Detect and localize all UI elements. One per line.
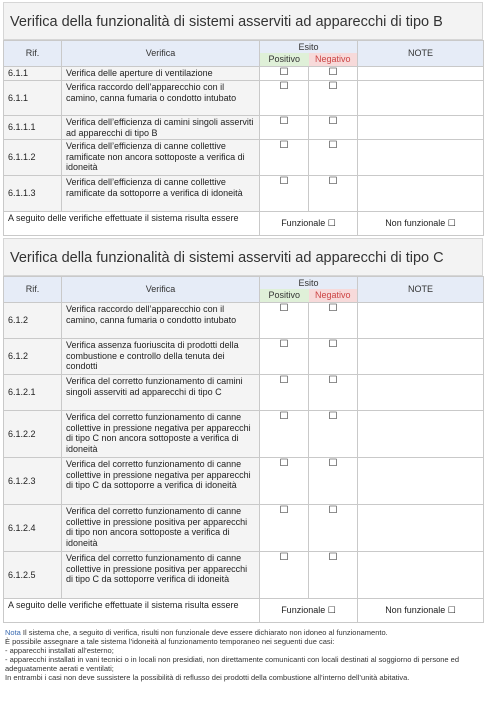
funzionale-label: Funzionale	[281, 605, 326, 616]
table-row	[4, 140, 484, 176]
section-b-title: Verifica della funzionalità di sistemi asserviti ad apparecchi di tipo B	[3, 2, 483, 40]
positivo-checkbox[interactable]: ☐	[260, 505, 309, 552]
positivo-checkbox[interactable]: ☐	[260, 411, 309, 458]
row-description: Verifica dell’efficienza di camini singoli asserviti ad apparecchi di tipo B	[62, 116, 260, 140]
header-note: NOTE	[358, 41, 484, 67]
row-ref: 6.1.1.3	[4, 176, 62, 212]
non-funzionale-option[interactable]	[358, 212, 484, 236]
non-funzionale-label: Non funzionale	[385, 218, 446, 229]
conclusion-row	[4, 599, 484, 623]
positivo-checkbox[interactable]: ☐	[260, 116, 309, 140]
note-cell[interactable]	[358, 411, 484, 458]
note-cell[interactable]	[358, 303, 484, 339]
positivo-checkbox[interactable]: ☐	[260, 375, 309, 411]
table-row	[4, 552, 484, 599]
row-ref: 6.1.1.1	[4, 116, 62, 140]
note-cell[interactable]	[358, 176, 484, 212]
header-negativo: Negativo	[309, 53, 358, 66]
negativo-checkbox[interactable]: ☐	[309, 176, 358, 212]
table-row	[4, 116, 484, 140]
section-c-table	[3, 276, 484, 623]
negativo-checkbox[interactable]: ☐	[309, 411, 358, 458]
funzionale-option[interactable]	[260, 599, 358, 623]
row-description: Verifica raccordo dell’apparecchio con il camino, canna fumaria o condotto intubato	[62, 303, 260, 339]
page	[3, 2, 483, 682]
table-row	[4, 67, 484, 81]
funzionale-option[interactable]	[260, 212, 358, 236]
header-rif: Rif.	[4, 277, 62, 303]
table-row	[4, 458, 484, 505]
table-row	[4, 375, 484, 411]
row-description: Verifica del corretto funzionamento di camini singoli asserviti ad apparecchi di tipo C	[62, 375, 260, 411]
header-positivo: Positivo	[260, 53, 309, 66]
header-positivo: Positivo	[260, 289, 309, 302]
positivo-checkbox[interactable]: ☐	[260, 458, 309, 505]
row-ref: 6.1.2	[4, 303, 62, 339]
header-rif: Rif.	[4, 41, 62, 67]
non-funzionale-label: Non funzionale	[385, 605, 446, 616]
row-ref: 6.1.2.5	[4, 552, 62, 599]
row-ref: 6.1.2	[4, 339, 62, 375]
note-cell[interactable]	[358, 81, 484, 116]
row-description: Verifica dell’efficienza di canne collettive ramificate da sottoporre a verifica di idoneità	[62, 176, 260, 212]
positivo-checkbox[interactable]: ☐	[260, 81, 309, 116]
non-funzionale-checkbox[interactable]: ☐	[447, 605, 456, 616]
footnote-label: Nota	[5, 628, 21, 637]
conclusion-text: A seguito delle verifiche effettuate il sistema risulta essere	[4, 212, 260, 236]
negativo-checkbox[interactable]: ☐	[309, 505, 358, 552]
section-b-table	[3, 40, 484, 236]
negativo-checkbox[interactable]: ☐	[309, 140, 358, 176]
footnote-line: - apparecchi installati in vani tecnici o in locali non presidiati, non direttamente comunicanti con locali destinati al soggiorno di persone ed adeguatamente aerati e ventilati;	[5, 655, 460, 673]
negativo-checkbox[interactable]: ☐	[309, 552, 358, 599]
funzionale-checkbox[interactable]: ☐	[327, 218, 336, 229]
row-description: Verifica assenza fuoriuscita di prodotti della combustione e controllo della tenuta dei condotti	[62, 339, 260, 375]
table-row	[4, 176, 484, 212]
note-cell[interactable]	[358, 505, 484, 552]
row-ref: 6.1.2.2	[4, 411, 62, 458]
footnote-line: Il sistema che, a seguito di verifica, risulti non funzionale deve essere dichiarato non idoneo al funzionamento.	[20, 628, 388, 637]
footnote-line: È possibile assegnare a tale sistema l’idoneità al funzionamento temporaneo nei seguenti due casi:	[5, 637, 335, 646]
row-ref: 6.1.2.3	[4, 458, 62, 505]
row-description: Verifica del corretto funzionamento di canne collettive in pressione negativa per apparecchi di tipo C da sottoporre a verifica di idoneità	[62, 458, 260, 505]
footnote	[3, 628, 483, 682]
negativo-checkbox[interactable]: ☐	[309, 458, 358, 505]
row-description: Verifica del corretto funzionamento di canne collettive in pressione negativa per apparecchi di tipo C non ancora sottoposte a verifica di idoneità	[62, 411, 260, 458]
note-cell[interactable]	[358, 339, 484, 375]
row-description: Verifica raccordo dell’apparecchio con il camino, canna fumaria o condotto intubato	[62, 81, 260, 116]
positivo-checkbox[interactable]: ☐	[260, 552, 309, 599]
non-funzionale-checkbox[interactable]: ☐	[447, 218, 456, 229]
footnote-line: - apparecchi installati all’esterno;	[5, 646, 114, 655]
negativo-checkbox[interactable]: ☐	[309, 67, 358, 81]
row-ref: 6.1.1	[4, 81, 62, 116]
header-negativo: Negativo	[309, 289, 358, 302]
header-esito-label: Esito	[298, 278, 319, 288]
positivo-checkbox[interactable]: ☐	[260, 140, 309, 176]
negativo-checkbox[interactable]: ☐	[309, 339, 358, 375]
positivo-checkbox[interactable]: ☐	[260, 303, 309, 339]
positivo-checkbox[interactable]: ☐	[260, 339, 309, 375]
note-cell[interactable]	[358, 67, 484, 81]
header-verifica: Verifica	[62, 277, 260, 303]
note-cell[interactable]	[358, 116, 484, 140]
negativo-checkbox[interactable]: ☐	[309, 375, 358, 411]
row-ref: 6.1.2.1	[4, 375, 62, 411]
row-description: Verifica delle aperture di ventilazione	[62, 67, 260, 81]
table-row	[4, 81, 484, 116]
header-esito	[260, 277, 358, 303]
row-description: Verifica del corretto funzionamento di canne collettive in pressione positiva per apparecchi di tipo non ancora sottoposte a verifica di idoneità	[62, 505, 260, 552]
row-ref: 6.1.2.4	[4, 505, 62, 552]
non-funzionale-option[interactable]	[358, 599, 484, 623]
funzionale-checkbox[interactable]: ☐	[327, 605, 336, 616]
table-row	[4, 505, 484, 552]
row-description: Verifica del corretto funzionamento di canne collettive in pressione positiva per apparecchi di tipo C da sottoporre verifica di idoneità	[62, 552, 260, 599]
header-verifica: Verifica	[62, 41, 260, 67]
row-description: Verifica dell’efficienza di canne collettive ramificate non ancora sottoposte a verifica di idoneità	[62, 140, 260, 176]
row-ref: 6.1.1.2	[4, 140, 62, 176]
table-row	[4, 411, 484, 458]
header-note: NOTE	[358, 277, 484, 303]
negativo-checkbox[interactable]: ☐	[309, 116, 358, 140]
positivo-checkbox[interactable]: ☐	[260, 176, 309, 212]
row-ref: 6.1.1	[4, 67, 62, 81]
conclusion-text: A seguito delle verifiche effettuate il sistema risulta essere	[4, 599, 260, 623]
section-c-title: Verifica della funzionalità di sistemi asserviti ad apparecchi di tipo C	[3, 238, 483, 276]
footnote-line: In entrambi i casi non deve sussistere la possibilità di reflusso dei prodotti della combustione all’interno dell’unità abitativa.	[5, 673, 410, 682]
note-cell[interactable]	[358, 552, 484, 599]
table-row	[4, 339, 484, 375]
table-row	[4, 303, 484, 339]
negativo-checkbox[interactable]: ☐	[309, 303, 358, 339]
header-esito-label: Esito	[298, 42, 319, 52]
note-cell[interactable]	[358, 375, 484, 411]
funzionale-label: Funzionale	[281, 218, 326, 229]
negativo-checkbox[interactable]: ☐	[309, 81, 358, 116]
header-esito	[260, 41, 358, 67]
note-cell[interactable]	[358, 140, 484, 176]
note-cell[interactable]	[358, 458, 484, 505]
positivo-checkbox[interactable]: ☐	[260, 67, 309, 81]
conclusion-row	[4, 212, 484, 236]
